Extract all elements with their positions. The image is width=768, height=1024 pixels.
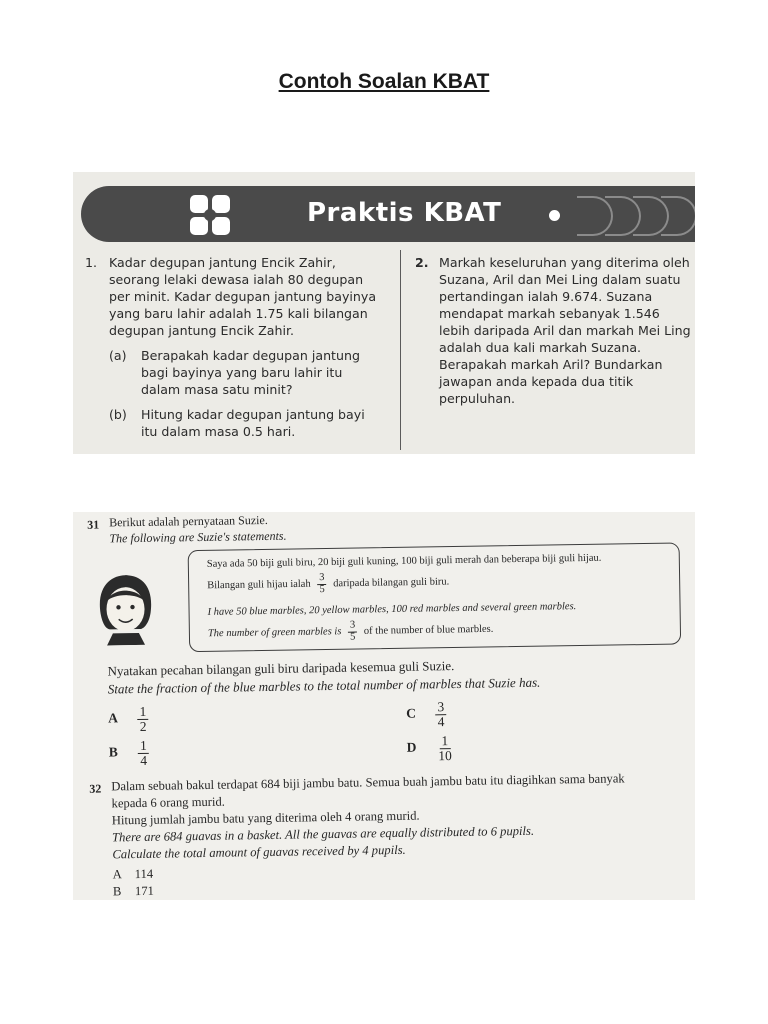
question-ms: Nyatakan pecahan bilangan guli biru daripada kesemua guli Suzie. — [107, 658, 455, 679]
option-label: D — [406, 739, 417, 755]
banner-title: Praktis KBAT — [307, 198, 502, 228]
fraction-denominator: 4 — [140, 752, 148, 768]
subquestion-text: Berapakah kadar degupan jantung bagi bayinya yang baru lahir itu dalam masa satu minit? — [141, 348, 360, 397]
fraction-numerator: 1 — [138, 739, 149, 754]
question-number: 1. — [85, 255, 98, 270]
fraction-numerator: 3 — [317, 573, 326, 585]
flower-logo-icon — [187, 192, 233, 238]
girl-avatar-icon — [92, 573, 159, 646]
statement-text: The number of green marbles is — [207, 626, 342, 640]
option-value: 114 — [134, 866, 154, 882]
fraction-denominator: 10 — [438, 747, 452, 763]
statement-ms-1: Saya ada 50 biji guli biru, 20 biji guli kuning, 100 biji guli merah dan beberapa biji guli hijau. — [206, 552, 602, 570]
statement-en-2 — [208, 618, 494, 644]
fraction — [138, 739, 149, 767]
question-en: State the fraction of the blue marbles to the total number of marbles that Suzie has. — [107, 674, 541, 697]
statement-text: of the number of blue marbles. — [363, 623, 494, 637]
fraction-denominator: 4 — [437, 713, 445, 729]
fraction-denominator: 2 — [139, 718, 147, 734]
option-value: 171 — [134, 883, 154, 899]
column-divider — [400, 250, 401, 450]
subquestion-label: (a) — [109, 348, 127, 363]
option-label: A — [112, 867, 122, 882]
subquestion-text: Hitung kadar degupan jantung bayi itu dalam masa 0.5 hari. — [141, 407, 365, 439]
fraction-denominator: 5 — [319, 583, 325, 595]
question-text: Markah keseluruhan yang diterima oleh Suzana, Aril dan Mei Ling dalam suatu pertandingan ialah 9.674. Suzana mendapat markah sebanyak 1.546 lebih daripada Aril dan markah Mei Ling adalah dua kali markah Suzana. Berapakah markah Aril? Bundarkan jawapan anda kepada dua titik perpuluhan. — [439, 255, 691, 406]
scallop-decoration — [661, 196, 695, 236]
option-label: B — [108, 744, 118, 760]
fraction — [137, 705, 148, 733]
option-label: B — [112, 884, 122, 899]
question-en-line: There are 684 guavas in a basket. All the guavas are equally distributed to 6 pupils. — [112, 823, 535, 845]
fraction — [348, 621, 358, 643]
question-intro-ms: Berikut adalah pernyataan Suzie. — [109, 512, 268, 530]
document-title: Contoh Soalan KBAT — [278, 70, 490, 93]
statement-ms-2 — [207, 571, 449, 597]
statement-text: Bilangan guli hijau ialah — [207, 578, 311, 592]
speech-bubble — [188, 542, 682, 652]
option-a — [108, 705, 153, 734]
statement-en-1: I have 50 blue marbles, 20 yellow marbles, 100 red marbles and several green marbles. — [207, 601, 577, 618]
question-ms-line: Dalam sebuah bakul terdapat 684 biji jambu batu. Semua buah jambu batu itu diagihkan sama banyak — [111, 771, 625, 794]
question-en-line: Calculate the total amount of guavas received by 4 pupils. — [112, 842, 406, 862]
question-number: 31 — [87, 517, 100, 532]
question-number: 32 — [89, 781, 102, 796]
question-intro-en: The following are Suzie's statements. — [109, 528, 287, 546]
exam-questions-photo — [73, 512, 695, 900]
option-b — [113, 884, 154, 900]
option-d — [407, 734, 458, 763]
option-a — [113, 867, 154, 883]
fraction-numerator: 1 — [137, 705, 148, 720]
fraction-numerator: 3 — [435, 700, 446, 715]
banner-dot — [549, 210, 560, 221]
fraction-numerator: 3 — [348, 621, 357, 633]
question-2 — [415, 254, 691, 407]
option-c — [406, 700, 451, 729]
statement-text: daripada bilangan guli biru. — [333, 576, 450, 590]
option-b — [109, 739, 154, 768]
praktis-banner — [81, 186, 695, 242]
fraction — [317, 573, 327, 595]
option-label: C — [406, 705, 417, 721]
question-ms-line: kepada 6 orang murid. — [111, 794, 225, 811]
question-ms-line: Hitung jumlah jambu batu yang diterima oleh 4 orang murid. — [111, 808, 420, 828]
question-number: 2. — [415, 255, 429, 270]
praktis-kbat-photo — [73, 172, 695, 454]
question-1 — [85, 254, 381, 440]
fraction-numerator: 1 — [439, 734, 450, 749]
option-label: A — [108, 710, 119, 726]
fraction — [435, 700, 446, 728]
fraction — [436, 734, 454, 762]
subquestion-label: (b) — [109, 407, 127, 422]
fraction-denominator: 5 — [350, 631, 356, 643]
question-text: Kadar degupan jantung Encik Zahir, seorang lelaki dewasa ialah 80 degupan per minit. Kadar degupan jantung bayinya yang baru lahir adalah 1.75 kali bilangan degupan jantung Encik Zahir. — [109, 255, 377, 338]
